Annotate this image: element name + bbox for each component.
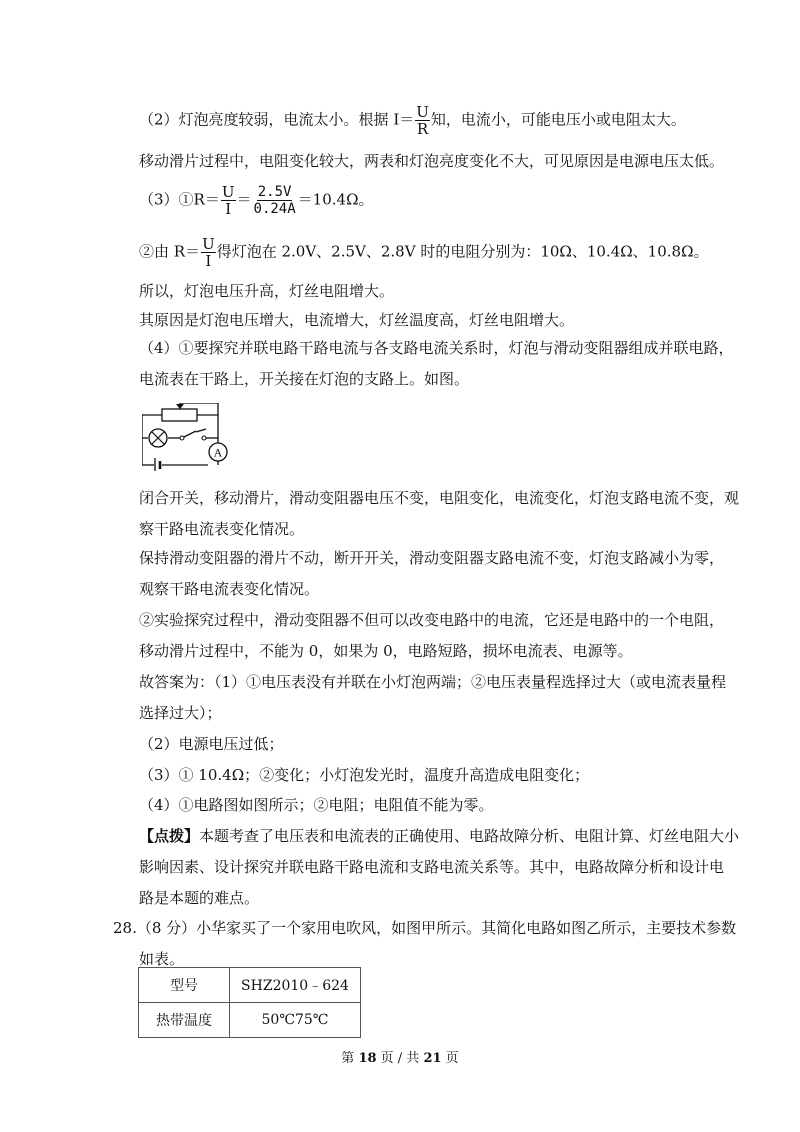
- text: 得灯泡在 2.0V、2.5V、2.8V 时的电阻分别为：10Ω、10.4Ω、10.8Ω。: [216, 242, 709, 261]
- answer-1b: 选择过大）；: [139, 704, 222, 722]
- lamp-symbol: [149, 429, 167, 447]
- fraction-numerator: U: [202, 235, 215, 253]
- table-row: [139, 968, 361, 1003]
- paragraph-2: [139, 104, 686, 137]
- paragraph-4a: （4）①要探究并联电路干路电流与各支路电流关系时，灯泡与滑动变阻器组成并联电路，: [139, 339, 734, 357]
- answer-4: （4）①电路图如图所示；②电阻；电阻值不能为零。: [139, 796, 494, 814]
- tip-line-1: [139, 826, 739, 846]
- equals-sign: ＝: [236, 190, 252, 209]
- question-28-line-1: [113, 918, 736, 938]
- fraction: [201, 236, 216, 269]
- fraction-denominator: I: [205, 252, 212, 270]
- table-cell: 50℃75℃: [230, 1003, 361, 1038]
- spec-table: [138, 967, 361, 1038]
- text: 本题考查了电压表和电流表的正确使用、电路故障分析、电阻计算、灯丝电阻大小: [199, 827, 740, 845]
- paragraph-3d: 其原因是灯泡电压增大，电流增大，灯丝温度高，灯丝电阻增大。: [139, 311, 575, 329]
- paragraph-5b: 察干路电流表变化情况。: [139, 520, 305, 538]
- text: 页 / 共: [376, 1051, 424, 1066]
- table-cell: SHZ2010﹣624: [230, 968, 361, 1003]
- answer-3: （3）① 10.4Ω；②变化；小灯泡发光时，温度升高造成电阻变化；: [139, 766, 590, 784]
- text: （8 分）小华家买了一个家用电吹风，如图甲所示。其简化电路如图乙所示，主要技术参数: [136, 919, 737, 937]
- paragraph-3: [139, 184, 374, 217]
- tip-line-2: 影响因素、设计探究并联电路干路电流和支路电流关系等。其中，电路故障分析和设计电: [139, 858, 725, 876]
- table-cell: 型号: [139, 968, 230, 1003]
- answer-2: （2）电源电压过低；: [139, 735, 284, 753]
- paragraph-6a: 保持滑动变阻器的滑片不动，断开开关，滑动变阻器支路电流不变，灯泡支路减小为零，: [139, 549, 725, 567]
- paragraph-5a: 闭合开关，移动滑片，滑动变阻器电压不变，电阻变化，电流变化，灯泡支路电流不变，观: [139, 489, 740, 507]
- text: （2）灯泡亮度较弱，电流太小。根据 I＝: [139, 110, 415, 129]
- page-footer: [0, 1047, 800, 1066]
- tip-line-3: 路是本题的难点。: [139, 889, 260, 907]
- text: ＝10.4Ω。: [297, 190, 374, 209]
- circuit-diagram: [142, 403, 237, 471]
- paragraph-3b: [139, 236, 709, 269]
- paragraph-4b: 电流表在干路上，开关接在灯泡的支路上。如图。: [139, 370, 470, 388]
- table-row: [139, 1003, 361, 1038]
- page-total: 21: [423, 1051, 442, 1066]
- fraction-numerator: 2.5V: [257, 184, 292, 200]
- fraction-denominator: R: [416, 120, 429, 138]
- fraction: [221, 184, 236, 217]
- fraction: [415, 104, 430, 137]
- text: 第: [341, 1051, 359, 1066]
- paragraph-6b: 观察干路电流表变化情况。: [139, 580, 320, 598]
- switch-symbol: [180, 431, 206, 440]
- paragraph-3c: 所以，灯泡电压升高，灯丝电阻增大。: [139, 282, 395, 300]
- battery-symbol: [155, 458, 160, 471]
- paragraph-2b: 移动滑片过程中，电阻变化较大，两表和灯泡亮度变化不大，可见原因是电源电压太低。: [139, 152, 725, 170]
- rheostat-symbol: [162, 403, 197, 421]
- fraction: [253, 184, 297, 217]
- question-28-line-2: 如表。: [139, 950, 185, 968]
- page-number: 18: [358, 1051, 377, 1066]
- table-cell: 热带温度: [139, 1003, 230, 1038]
- fraction-numerator: U: [416, 103, 429, 121]
- ammeter-label: A: [213, 445, 223, 460]
- text: 知，电流小，可能电压小或电阻太大。: [430, 110, 686, 129]
- paragraph-7a: ②实验探究过程中，滑动变阻器不但可以改变电路中的电流，它还是电路中的一个电阻，: [139, 611, 725, 629]
- ammeter-symbol: [209, 443, 227, 461]
- question-number: 28.: [113, 919, 137, 937]
- fraction-denominator: 0.24A: [253, 201, 296, 217]
- text: 页: [441, 1051, 459, 1066]
- answer-1a: 故答案为：（1）①电压表没有并联在小灯泡两端；②电压表量程选择过大（或电流表量程: [139, 673, 727, 691]
- fraction-numerator: U: [221, 183, 235, 201]
- text: ②由 R＝: [139, 242, 201, 261]
- tip-label: 【点拨】: [139, 827, 200, 845]
- paragraph-7b: 移动滑片过程中，不能为 0，如果为 0，电路短路，损坏电流表、电源等。: [139, 642, 633, 660]
- fraction-denominator: I: [225, 200, 232, 218]
- text: （3）①R＝: [139, 190, 220, 209]
